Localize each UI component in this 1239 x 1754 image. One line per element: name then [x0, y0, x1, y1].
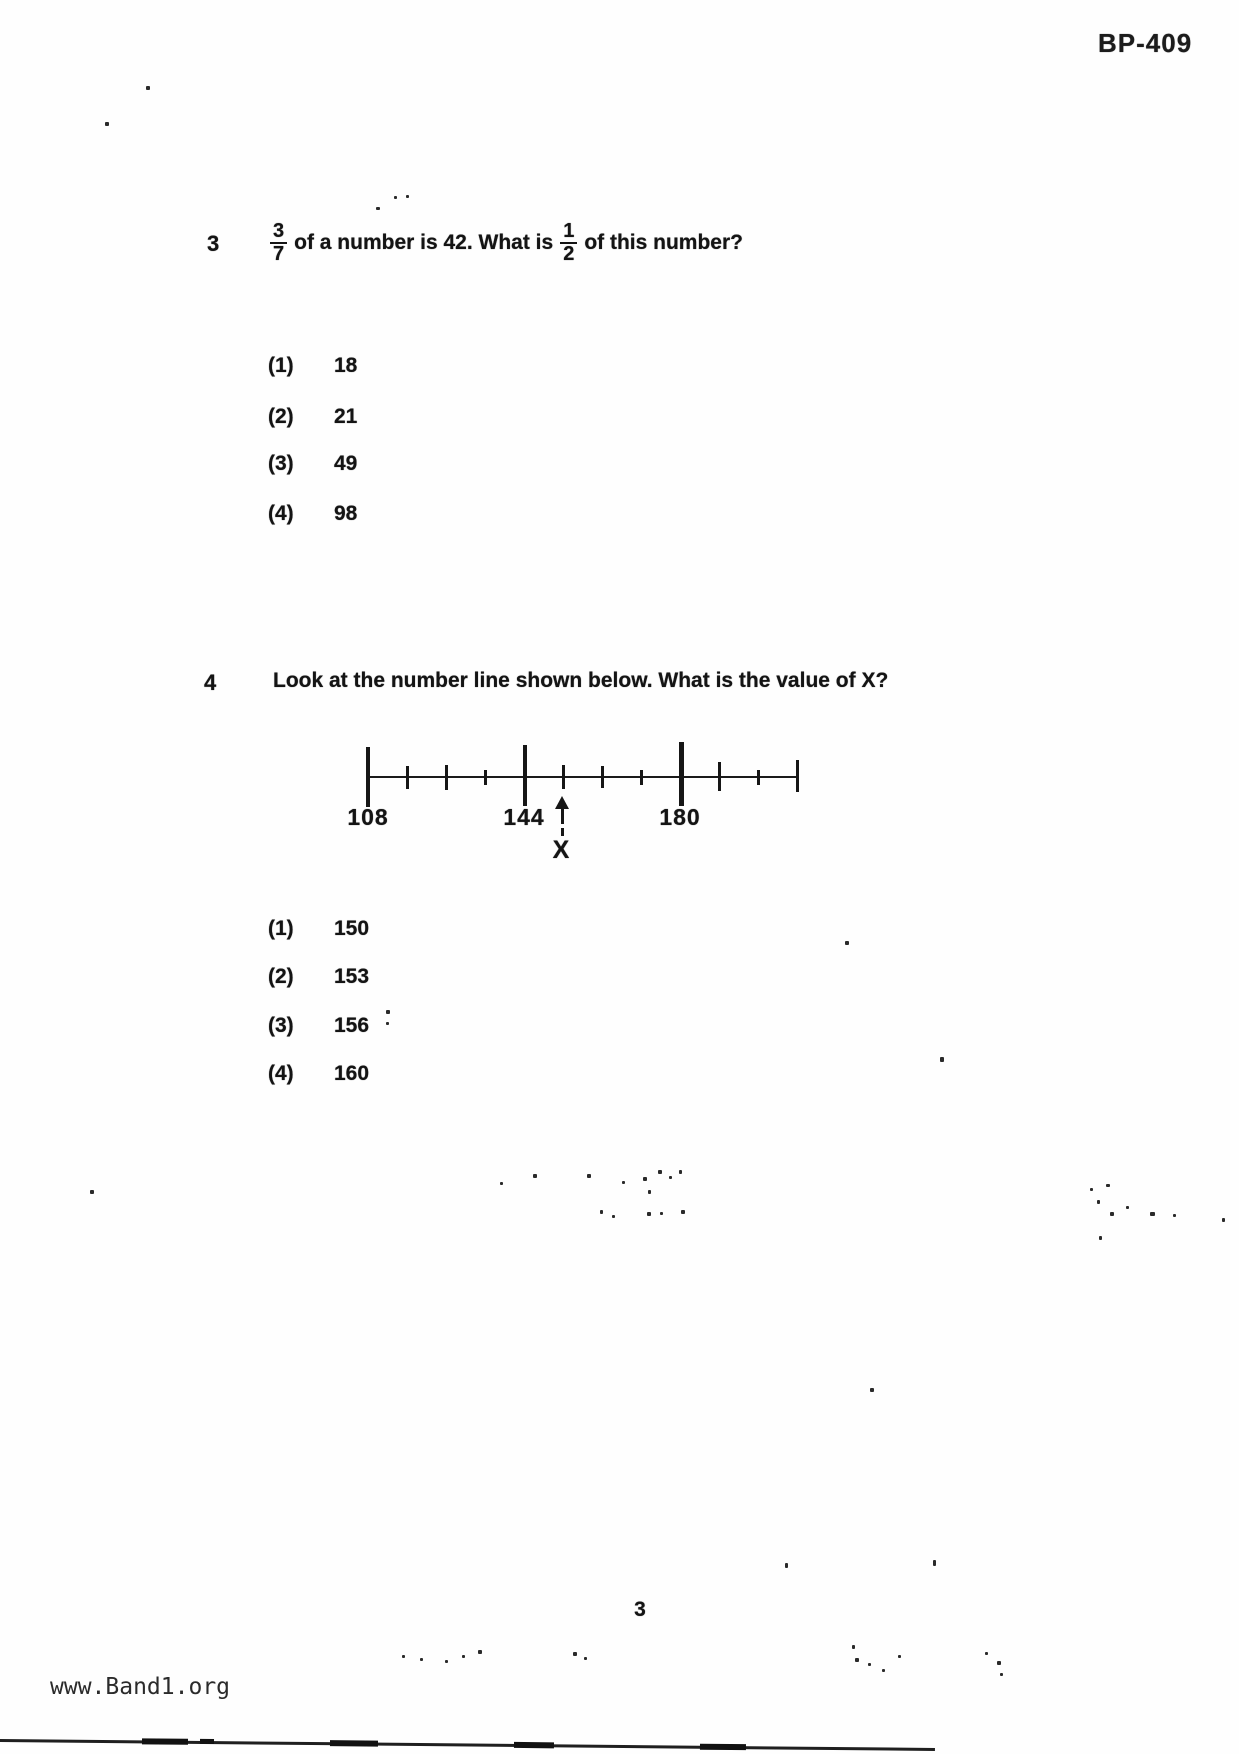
noise-dot: [386, 1022, 389, 1025]
noise-dot: [940, 1057, 944, 1062]
tick-minor: [757, 770, 760, 785]
tick-minor: [718, 762, 721, 791]
noise-dot: [882, 1669, 885, 1672]
question-4-text: Look at the number line shown below. What is the value of X?: [273, 669, 889, 692]
noise-dot: [612, 1215, 615, 1218]
noise-dot: [643, 1177, 647, 1181]
option-value: 18: [334, 354, 358, 377]
tick-minor: [406, 766, 409, 789]
noise-dot: [1110, 1212, 1114, 1216]
number-line-axis: [368, 776, 798, 778]
pointer-label-x: X: [552, 836, 570, 864]
pointer-arrow-icon: [555, 796, 569, 809]
noise-dot: [660, 1212, 663, 1215]
option-label: (4): [268, 1062, 294, 1085]
noise-dot: [445, 1660, 448, 1663]
noise-dot: [406, 195, 409, 198]
option-label: (3): [268, 452, 294, 475]
noise-dot: [1090, 1188, 1093, 1191]
noise-dot: [376, 207, 380, 210]
noise-dot: [462, 1655, 465, 1658]
noise-dot: [997, 1661, 1001, 1665]
noise-dot: [852, 1645, 855, 1649]
scan-line-segment: [200, 1739, 214, 1744]
option-value: 21: [334, 405, 358, 428]
scan-line-segment: [700, 1744, 746, 1750]
option-value: 98: [334, 502, 358, 525]
option-value: 153: [334, 965, 370, 988]
tick-major-144: [523, 745, 527, 806]
noise-dot: [679, 1170, 682, 1174]
fraction-one-half: $\frac{1}{2}$: [560, 221, 577, 265]
scan-line-segment: [142, 1738, 188, 1744]
noise-dot: [681, 1210, 685, 1214]
noise-dot: [785, 1563, 788, 1568]
option-label: (1): [268, 354, 294, 377]
noise-dot: [855, 1658, 859, 1662]
noise-dot: [402, 1655, 405, 1658]
noise-dot: [647, 1212, 651, 1216]
noise-dot: [90, 1190, 94, 1194]
paper-code: BP-409: [1098, 28, 1193, 58]
noise-dot: [105, 122, 109, 126]
noise-dot: [584, 1657, 587, 1660]
noise-dot: [1222, 1218, 1225, 1222]
noise-dot: [669, 1176, 672, 1179]
noise-dot: [394, 196, 397, 199]
bottom-scan-line: [0, 1739, 935, 1751]
scan-line-segment: [514, 1742, 554, 1748]
noise-dot: [600, 1210, 603, 1214]
noise-dot: [898, 1655, 901, 1658]
noise-dot: [146, 86, 150, 90]
number-line-label-180: 180: [659, 804, 701, 830]
fraction-three-sevenths: $\frac{3}{7}$: [270, 221, 287, 265]
tick-minor: [445, 765, 448, 790]
option-value: 160: [334, 1062, 370, 1085]
watermark-url: www.Band1.org: [50, 1674, 231, 1700]
number-line-figure: [340, 730, 840, 890]
noise-dot: [386, 1010, 390, 1014]
question-4-number: 4: [204, 670, 217, 695]
tick-end: [796, 760, 799, 792]
noise-dot: [587, 1174, 591, 1178]
number-line-label-108: 108: [347, 804, 389, 830]
noise-dot: [1150, 1212, 1155, 1216]
noise-dot: [870, 1388, 874, 1392]
option-label: (2): [268, 405, 294, 428]
tick-major-180: [679, 742, 684, 806]
page-number: 3: [634, 1598, 646, 1621]
option-label: (4): [268, 502, 294, 525]
noise-dot: [1000, 1673, 1003, 1676]
noise-dot: [1106, 1184, 1110, 1187]
noise-dot: [845, 941, 849, 945]
pointer-arrow-stem: [561, 809, 564, 824]
pointer-arrow-stem: [561, 828, 564, 836]
number-line-label-144: 144: [503, 804, 545, 830]
noise-dot: [985, 1652, 988, 1655]
option-label: (1): [268, 917, 294, 940]
option-value: 156: [334, 1014, 370, 1037]
noise-dot: [648, 1190, 651, 1194]
question-3-text-part1: of a number is 42. What is: [294, 231, 554, 254]
option-label: (3): [268, 1014, 294, 1037]
option-label: (2): [268, 965, 294, 988]
question-3-number: 3: [207, 231, 220, 256]
question-3-text-part2: of this number?: [584, 231, 743, 254]
noise-dot: [1173, 1214, 1176, 1217]
noise-dot: [658, 1170, 662, 1174]
scan-line-segment: [330, 1740, 378, 1746]
noise-dot: [478, 1650, 482, 1654]
noise-dot: [622, 1181, 625, 1184]
tick-minor: [562, 765, 565, 789]
option-value: 49: [334, 452, 358, 475]
noise-dot: [868, 1663, 871, 1666]
tick-major-108: [366, 747, 370, 807]
question-3-text: [270, 212, 743, 274]
noise-dot: [500, 1182, 503, 1185]
option-value: 150: [334, 917, 370, 940]
tick-minor: [601, 766, 604, 788]
noise-dot: [933, 1560, 936, 1566]
tick-minor: [484, 770, 487, 785]
noise-dot: [1126, 1206, 1129, 1209]
noise-dot: [420, 1658, 423, 1661]
noise-dot: [1099, 1236, 1102, 1240]
noise-dot: [533, 1174, 537, 1178]
noise-dot: [1097, 1200, 1100, 1204]
tick-minor: [640, 770, 643, 785]
noise-dot: [573, 1652, 577, 1656]
